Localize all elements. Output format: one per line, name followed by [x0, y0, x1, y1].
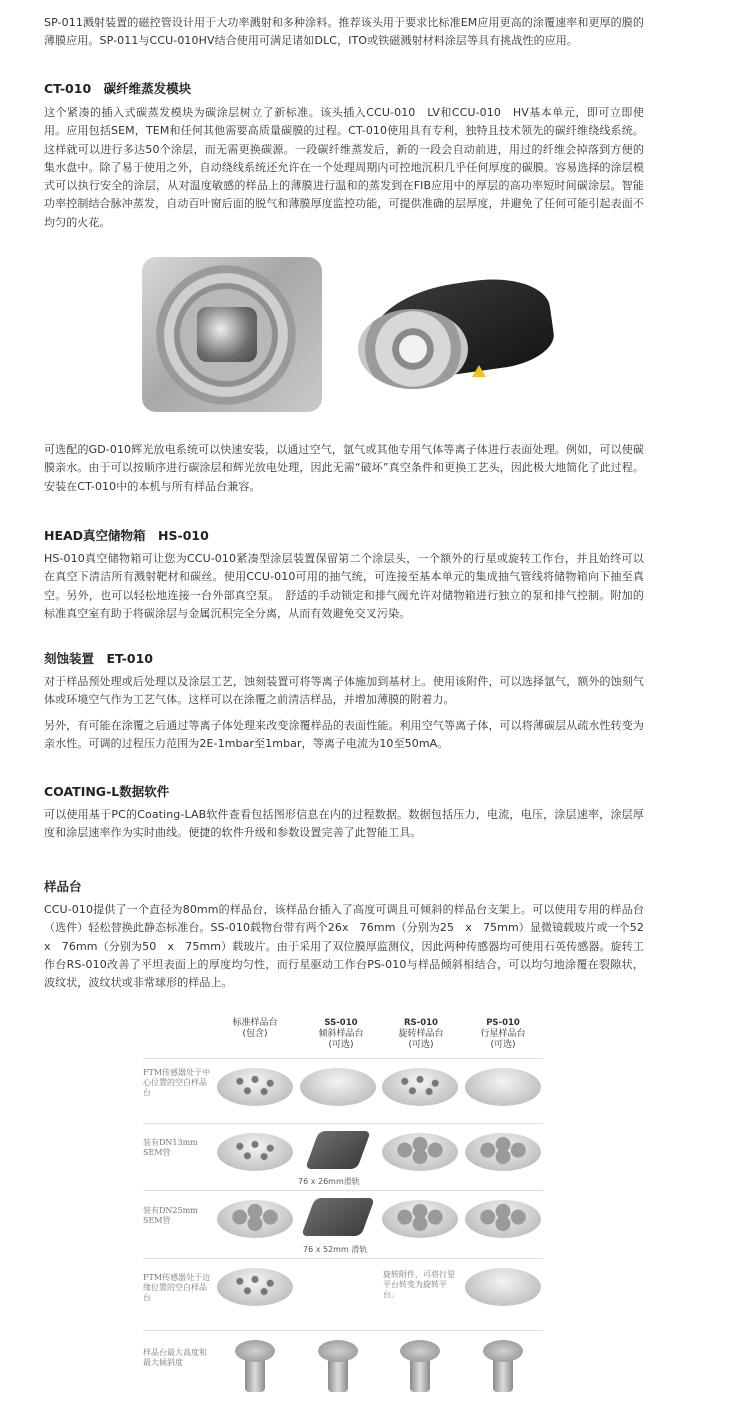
ct010-paragraph-2: 可选配的GD-010辉光放电系统可以快速安装，以通过空气，氩气或其他专用气体等离子体进行表面处理。例如，可以使碳膜亲水。由于可以按顺序进行碳涂层和辉光放电处理，因此无需“破坏”真空条件和更换工艺头，因此极大地简化了此过程。安装在CT-010中的本机与所有样品台兼容。 — [44, 443, 644, 493]
section-title-hs010: HEAD真空储物箱 HS-010 — [44, 528, 209, 543]
row-label-dn25: 装有DN25mm SEM管 — [143, 1206, 198, 1225]
stage-image — [463, 1123, 543, 1185]
stage-image — [215, 1258, 295, 1320]
row-label-ftm-edge: FTM传感器处于边缘位置的空白样品台 — [143, 1273, 211, 1302]
stage-paragraph-1: CCU-010提供了一个直径为80mm的样品台，该样品台插入了高度可调且可倾斜的样品台支架上。可以使用专用的样品台（选件）轻松替换此静态标准台。SS-010载物台带有两个26x 76mm（分别为25 x 75mm）显微镜载玻片或一个52 x 76mm（分别为50 x 75mm）载玻片。由于采用了双位膜厚监测仪，因此两种传感器均可使用石英传感器。旋转工作台RS-010改善了平坦表面上的厚度均匀性，而行星驱动工作台PS-010与样品倾斜相结合，可以均匀地涂覆在裂隙状，波纹状，波纹状或非常球形的样品上。 — [44, 903, 656, 990]
row-divider — [143, 1330, 543, 1331]
stage-image — [298, 1058, 378, 1120]
et010-paragraph-1: 对于样品预处理或后处理以及涂层工艺，蚀刻装置可将等离子体施加到基材上。使用该附件，可以选择氩气，额外的蚀刻气体或环境空气作为工艺气体。这样可以在涂覆之前清洁样品，并增加薄膜的附着力。 — [44, 675, 644, 707]
ct010-product-photos — [142, 255, 602, 415]
stage-image — [380, 1123, 460, 1185]
ct010-interior-photo — [142, 257, 322, 412]
stage-image — [380, 1190, 460, 1252]
rotation-attachment-note: 旋转附件，可将行星平台转变为旋转平台。 — [383, 1270, 455, 1299]
stage-image — [298, 1121, 378, 1183]
col-header-ps010: PS-010 行星样品台 (可选) — [480, 1018, 526, 1050]
slide-note-76x26: 76 x 26mm滑轨 — [298, 1177, 360, 1186]
section-title-stage: 样品台 — [44, 879, 82, 894]
stage-image — [380, 1058, 460, 1120]
section-title-coating: COATING-L数据软件 — [44, 784, 170, 799]
stage-image — [215, 1058, 295, 1120]
stage-image — [463, 1190, 543, 1252]
stage-image — [215, 1190, 295, 1252]
ct010-module-photo — [352, 273, 552, 403]
et010-paragraph-2: 另外，有可能在涂覆之后通过等离子体处理来改变涂覆样品的表面性能。利用空气等离子体，可以将薄碳层从疏水性转变为亲水性。可调的过程压力范围为2E-1mbar至1mbar，等离子电流为10至50mA。 — [44, 719, 644, 751]
section-title-et010: 刻蚀装置 ET-010 — [44, 651, 154, 666]
stage-image — [463, 1058, 543, 1120]
slide-note-76x52: 76 x 52mm 滑轨 — [303, 1245, 368, 1254]
col-header-rs010: RS-010 旋转样品台 (可选) — [398, 1018, 444, 1050]
stage-image — [380, 1336, 460, 1398]
stage-image — [215, 1123, 295, 1185]
row-label-max-height: 样品台最大高度和最大倾斜度 — [143, 1348, 207, 1367]
module-flange — [358, 309, 468, 389]
row-label-ftm-center: FTM传感器处于中心位置的空白样品台 — [143, 1068, 211, 1097]
col-header-standard: 标准样品台 (包含) — [232, 1018, 278, 1039]
carbon-fiber-mechanism — [197, 307, 257, 362]
stage-image — [463, 1258, 543, 1320]
row-label-dn13: 装有DN13mm SEM管 — [143, 1138, 198, 1157]
intro-paragraph: SP-011溅射装置的磁控管设计用于大功率溅射和多种涂料。推荐该头用于要求比标准EM应用更高的涂覆速率和更厚的膜的薄膜应用。SP-011与CCU-010HV结合使用可满足诸如DLC，ITO或铁磁溅射材料涂层等具有挑战性的应用。 — [44, 16, 644, 48]
stage-image — [298, 1336, 378, 1398]
col-header-ss010: SS-010 倾斜样品台 (可选) — [318, 1018, 364, 1050]
stage-image — [463, 1336, 543, 1398]
stage-image — [298, 1188, 378, 1250]
sample-stage-comparison — [143, 1018, 543, 1402]
section-title-ct010: CT-010 碳纤维蒸发模块 — [44, 81, 192, 96]
ct010-paragraph-1: 这个紧凑的插入式碳蒸发模块为碳涂层树立了新标准。该头插入CCU-010 LV和CCU-010 HV基本单元，即可立即使用。应用包括SEM，TEM和任何其他需要高质量碳膜的过程。CT-010使用具有专利，独特且技术领先的碳纤维绕线系统。这样就可以进行多达50个涂层，而无需更换碳源。一段碳纤维蒸发后，新的一段会自动前进，用过的纤维会掉落到方便的集水盘中。除了易于使用之外，自动绕线系统还允许在一个处理周期内可控地沉积几乎任何厚度的碳膜。容易选择的涂层模式可以执行安全的涂层，从对温度敏感的样品上的薄膜进行温和的蒸发到在FIB应用中的厚层的高功率短时间碳涂层。智能功率控制结合脉冲蒸发，自动百叶窗后面的脱气和薄膜厚度监控功能，可提供准确的层厚度，并避免了任何可能引起表面不均匀的火花。 — [44, 106, 644, 229]
coating-paragraph-1: 可以使用基于PC的Coating-LAB软件查看包括图形信息在内的过程数据。数据包括压力，电流，电压，涂层速率，涂层厚度和涂层速率作为实时曲线。便捷的软件升级和参数设置完善了此智能工具。 — [44, 808, 644, 840]
hs010-paragraph-1: HS-010真空储物箱可让您为CCU-010紧凑型涂层装置保留第二个涂层头，一个额外的行星或旋转工作台，并且始终可以在真空下清洁所有溅射靶材和碳丝。使用CCU-010可用的抽气统，可连接至基本单元的集成抽气管线将储物箱向下抽至真空。另外，也可以轻松地连接一台外部真空泵。 舒适的手动锁定和排气阀允许对储物箱进行独立的泵和排气控制。附加的标准真空室有助于将碳涂层与金属沉积完全分离，从而有效避免交叉污染。 — [44, 552, 644, 620]
warning-triangle-icon — [472, 365, 486, 377]
stage-image — [215, 1336, 295, 1398]
